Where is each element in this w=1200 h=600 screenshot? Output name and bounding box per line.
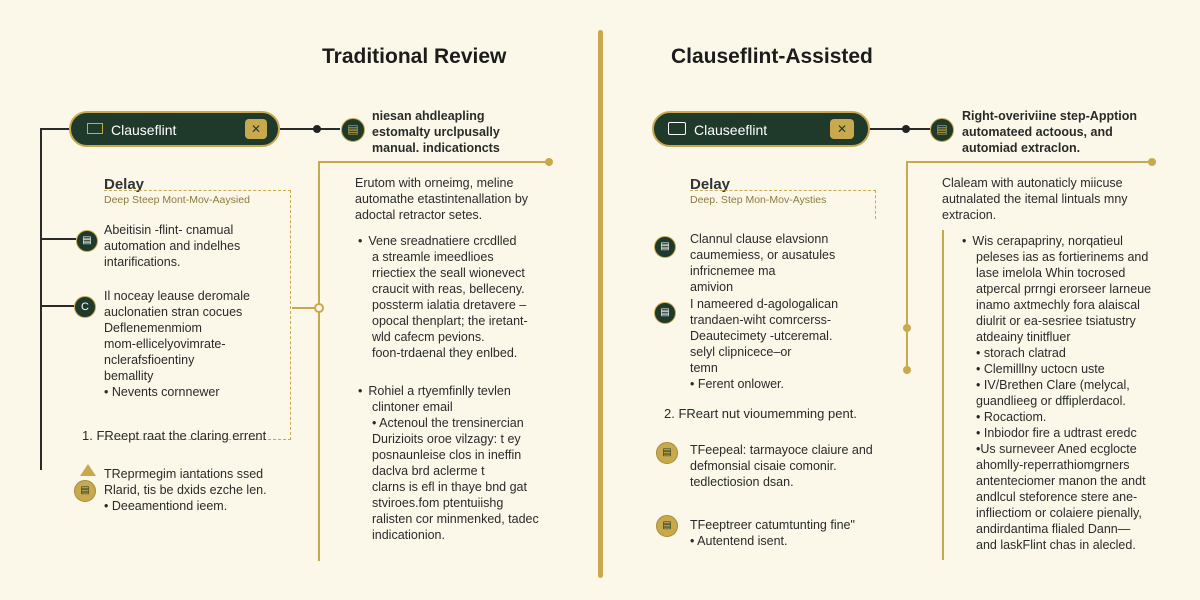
- right-bullet-block: • Wis cerapapriny, norqatieul peleses ias as fortierinems and lase imelola Whin tocrosed atpercal prrngi erorseer larneue inamo axtmechly fora alaiscal diulrit or ea-sesriee tsiatustry atdeainy tinitfluer • storach clatrad • Clemilllny uctocn uste • IV/Brethen Clare (melycal, guandlieeg or dffiplerdacol. • Rocactiom. • Inbiodor fire a udtrast eredc •Us surneveer Aned ecglocte ahomlly-reperrathiomgrners antenteciomer manon the andt andlcul steforence stere ane- infliectiom or colaiere pienally, andirdantima flialed Dann— and laskFlint chas in alecled.: [962, 234, 1152, 552]
- left-step2-badge: C: [74, 296, 96, 318]
- bullet-icon: •: [358, 384, 363, 398]
- close-icon[interactable]: ✕: [830, 119, 854, 139]
- left-gold-hline: [318, 161, 550, 163]
- document-icon: ▤: [76, 230, 98, 252]
- right-delay-title: Delay: [690, 176, 731, 193]
- warning-icon: [80, 464, 96, 476]
- left-mid-paragraph: Erutom with orneimg, meline automathe etastintenallation by adoctal retractor setes.: [355, 176, 529, 222]
- right-gold-hline-dot: [1148, 158, 1156, 166]
- left-delay-title: Delay: [104, 176, 145, 193]
- left-gold-vline: [318, 161, 320, 561]
- left-delay-subtitle: Deep Steep Mont-Mov-Aaysied: [104, 194, 250, 206]
- right-delay-bracket: [690, 190, 876, 219]
- bullet-icon: •: [358, 234, 363, 248]
- right-delay-subtitle: Deep. Step Mon-Mov-Aysties: [690, 194, 827, 206]
- left-spine-top-connector: [40, 128, 70, 130]
- right-pill-connector: [870, 128, 930, 130]
- document-icon: ▤: [656, 442, 678, 464]
- right-numbered-item: 2. FReart nut vioumemming pent.: [664, 406, 857, 421]
- monitor-icon: [668, 122, 686, 135]
- bullet-icon: •: [962, 234, 967, 248]
- document-icon: ▤: [341, 118, 365, 142]
- right-pill-label: Clauseeflint: [694, 122, 768, 138]
- left-clauseflint-pill[interactable]: [69, 111, 280, 147]
- right-gold-vline-dot-2: [903, 366, 911, 374]
- document-icon: ▤: [654, 302, 676, 324]
- left-gold-hline-dot: [545, 158, 553, 166]
- left-pill-connector-dot: [313, 125, 321, 133]
- left-spine-line: [40, 128, 42, 470]
- left-bullet-block-1: • Vene sreadnatiere crcdlled a streamle imeedlioes rriectiex the seall wionevect craucit with reas, belleceny. possterm ialatia dretavere – opocal thenplart; the iretant- wld cafecm pevions. foon-trdaenal they enlbed.: [358, 234, 528, 360]
- left-step1-text: Abeitisin -flint- cnamual automation and indelhes intarifications.: [104, 223, 241, 269]
- document-icon: ▤: [930, 118, 954, 142]
- left-gold-branch-dot: [314, 303, 324, 313]
- close-icon[interactable]: ✕: [245, 119, 267, 139]
- left-bullet-block-2: • Rohiel a rtyemfinlly tevlen clintoner email • Actenoul the trensinercian Durizioits oroe vilzagy: t ey posnaunleise clos in ineffin daclva brd aclerme t clarns is efl in thaye bnd gat stviroes.fom ptentuiishg ralisten cor minmenked, tadec indicationion.: [358, 384, 539, 542]
- right-gold-vline-2: [942, 230, 944, 560]
- right-pill-connector-dot: [902, 125, 910, 133]
- left-numbered-item: 1. FReept raat the claring errent: [82, 428, 267, 443]
- left-pill-label: Clauseflint: [111, 122, 177, 138]
- left-spine-step1-connector: [40, 238, 76, 240]
- left-pill-connector: [280, 128, 340, 130]
- right-step3-text: TFeepeal: tarmayoce claiure and defmonsial cisaie comonir. tedlectiosion dsan.: [690, 443, 873, 489]
- right-top-right-text: Right-overiviine step-Apption automateed actoous, and automiad extraclon.: [962, 109, 1137, 155]
- left-step2-text: Il noceay leause deromale auclonatien stran cocues Deflenemenmiom mom-ellicelyovimrate- nclerafsfioentiny bemallity • Nevents cornnewer: [104, 289, 250, 399]
- center-divider: [598, 30, 603, 578]
- right-gold-vline-dot-1: [903, 324, 911, 332]
- right-panel-title: Clauseflint-Assisted: [671, 45, 873, 68]
- left-top-right-text: niesan ahdleapling estomalty urclpusally manual. indicationcts: [372, 109, 500, 155]
- right-gold-hline: [906, 161, 1152, 163]
- inbox-icon: ▤: [654, 236, 676, 258]
- envelope-icon: [87, 123, 103, 134]
- document-icon: ▤: [74, 480, 96, 502]
- right-clauseflint-pill[interactable]: [652, 111, 870, 147]
- right-step4-text: TFeeptreer catumtunting fine" • Autentend isent.: [690, 518, 855, 548]
- right-step1-text: Clannul clause elavsionn caumemiess, or ausatules infricnemee ma amivion: [690, 232, 836, 294]
- right-mid-paragraph: Claleam with autonaticly miicuse autnalated the itemal lintuals mny extracion.: [942, 176, 1128, 222]
- right-step2-text: I nameered d-agologalican trandaen-wiht comrcerss- Deautecimety -utceremal. selyl clipnicece–or temn • Ferent onlower.: [690, 297, 839, 391]
- document-icon: ▤: [656, 515, 678, 537]
- left-bottom-text: TReprmegim iantations ssed Rlarid, tis be dxids ezche len. • Deeamentiond ieem.: [104, 467, 267, 513]
- left-spine-c-connector: [40, 305, 74, 307]
- left-panel-title: Traditional Review: [322, 45, 507, 68]
- right-gold-vline: [906, 161, 908, 371]
